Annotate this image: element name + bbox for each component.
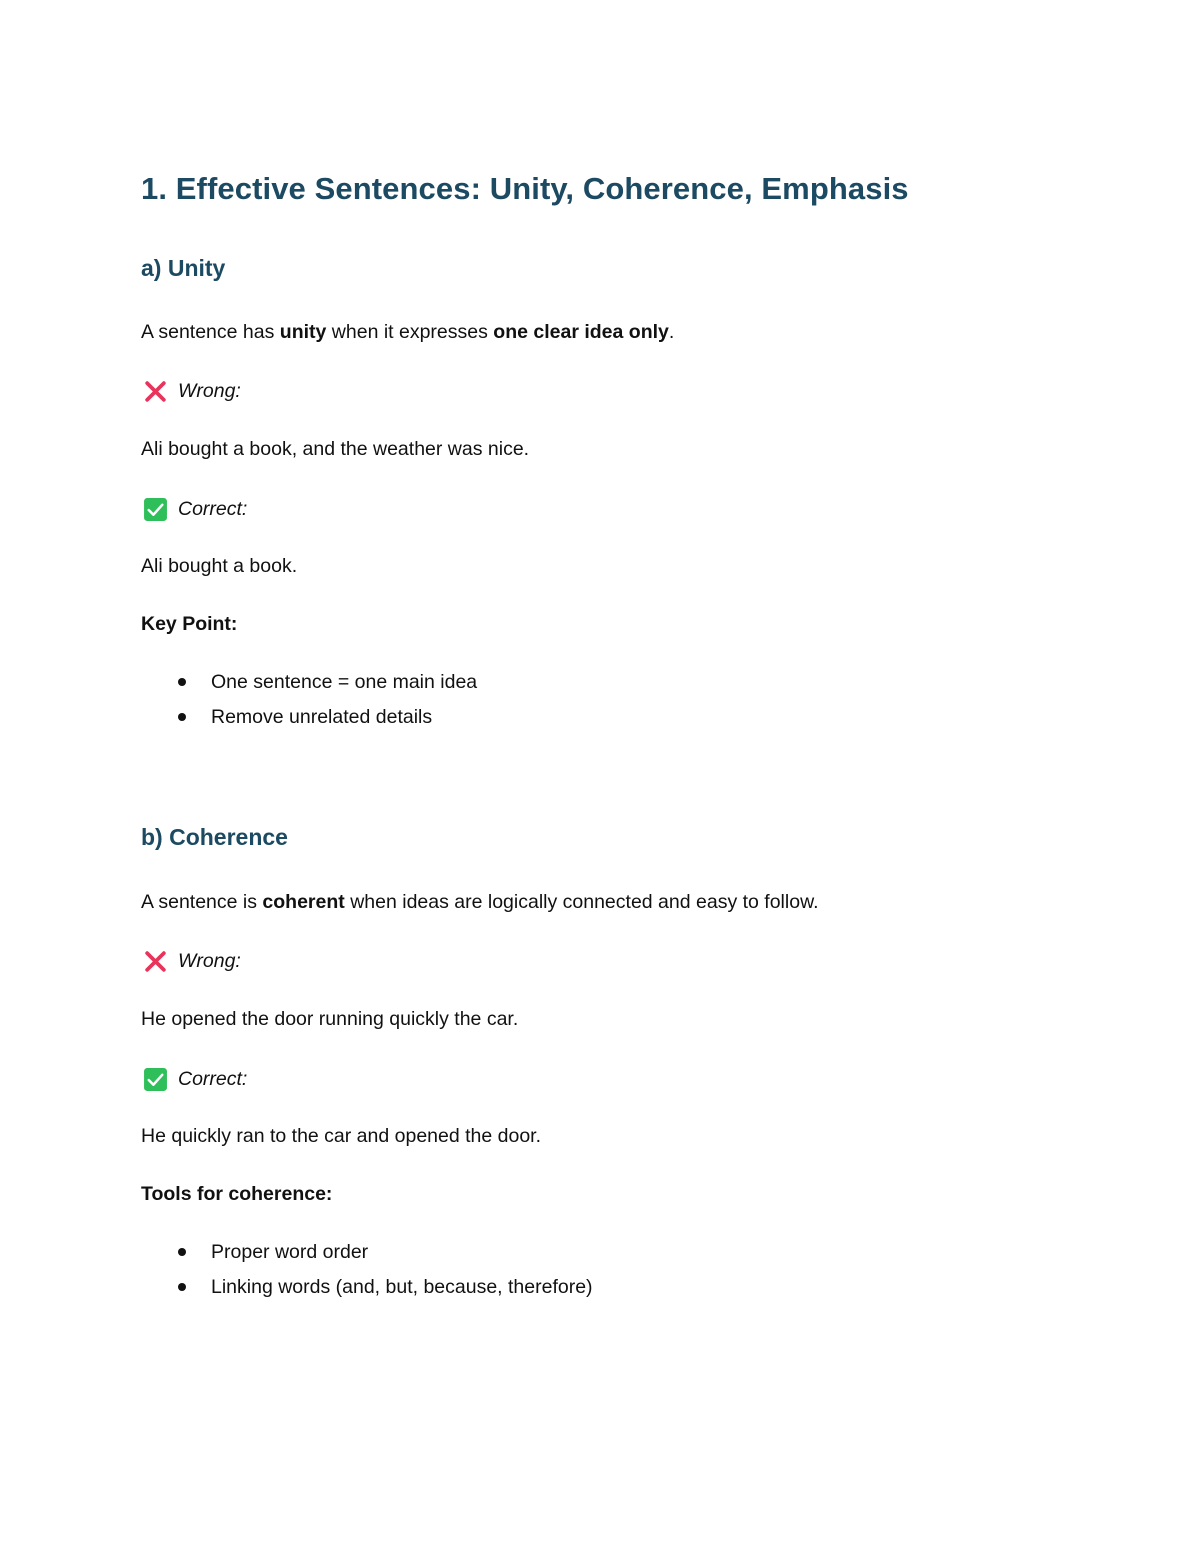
coherence-intro-text-1: A sentence is [141, 891, 263, 913]
check-mark-box-icon [143, 497, 168, 522]
bullet-icon [178, 1283, 186, 1291]
bullet-icon [178, 713, 186, 721]
unity-wrong-label-row [143, 378, 241, 404]
coherence-definition [141, 889, 819, 915]
coherence-heading: b) Coherence [141, 824, 288, 850]
unity-key-points-list [141, 669, 477, 739]
unity-correct-label: Correct: [178, 498, 248, 520]
list-item [141, 704, 477, 739]
list-item-text: Remove unrelated details [211, 706, 433, 728]
list-item-text: Proper word order [211, 1241, 369, 1263]
coherence-correct-example: He quickly ran to the car and opened the door. [141, 1125, 542, 1147]
unity-definition [141, 319, 674, 345]
coherence-wrong-label: Wrong: [178, 950, 241, 972]
bullet-icon [178, 1248, 186, 1256]
coherence-wrong-example: He opened the door running quickly the car. [141, 1008, 519, 1030]
unity-intro-text-2: when it expresses [326, 321, 494, 343]
unity-intro-bold-2: one clear idea only [493, 321, 669, 343]
coherence-wrong-label-row [143, 948, 241, 974]
coherence-tools-label: Tools for coherence: [141, 1183, 333, 1205]
unity-correct-example: Ali bought a book. [141, 555, 298, 577]
unity-heading: a) Unity [141, 255, 226, 281]
coherence-intro-bold-1: coherent [262, 891, 345, 913]
coherence-correct-label: Correct: [178, 1068, 248, 1090]
unity-intro-text-3: . [668, 321, 675, 343]
unity-wrong-label: Wrong: [178, 380, 241, 402]
coherence-tools-list [141, 1239, 593, 1309]
unity-intro-bold-1: unity [279, 321, 327, 343]
unity-wrong-example: Ali bought a book, and the weather was nice. [141, 438, 530, 460]
unity-correct-label-row [143, 496, 247, 522]
list-item [141, 1239, 593, 1274]
bullet-icon [178, 678, 186, 686]
coherence-correct-label-row [143, 1066, 247, 1092]
list-item-text: One sentence = one main idea [211, 671, 478, 693]
page-title: 1. Effective Sentences: Unity, Coherence, Emphasis [141, 171, 909, 206]
list-item [141, 1274, 593, 1309]
list-item [141, 669, 477, 704]
list-item-text: Linking words (and, but, because, therefore) [211, 1276, 593, 1298]
check-mark-box-icon [143, 1067, 168, 1092]
cross-mark-icon [143, 379, 168, 404]
document-page [141, 0, 1101, 1553]
unity-intro-text-1: A sentence has [141, 321, 280, 343]
coherence-intro-text-2: when ideas are logically connected and easy to follow. [344, 891, 819, 913]
cross-mark-icon [143, 949, 168, 974]
unity-key-point-label: Key Point: [141, 613, 238, 635]
